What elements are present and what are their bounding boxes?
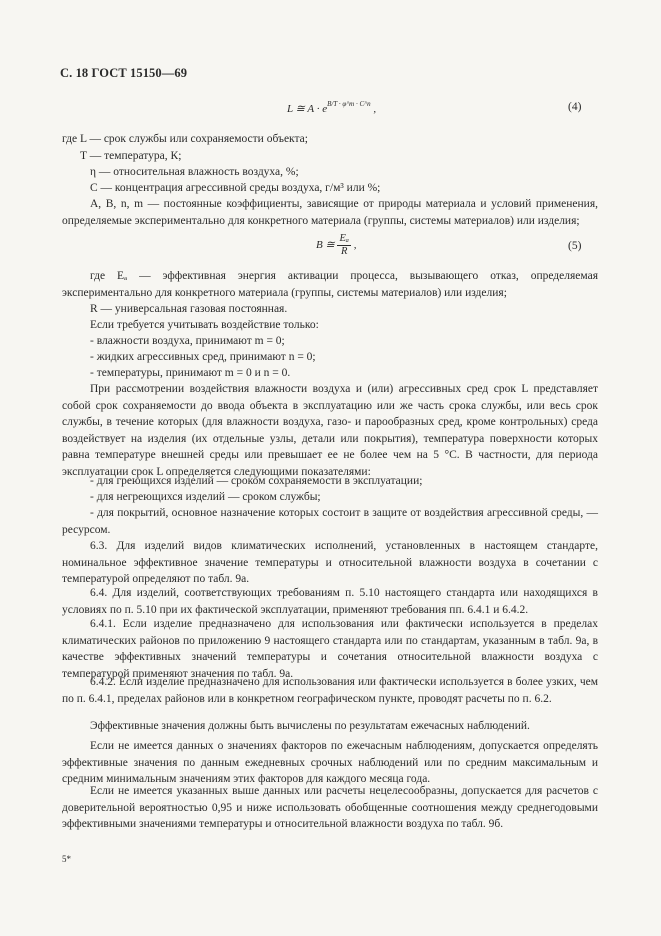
list-item-temperature: - температуры, принимают m = 0 и n = 0. xyxy=(90,367,291,379)
paragraph-6-4-2: 6.4.2. Если изделие предназначено для использования или фактически используется в более узких, чем по п. 6.4.1, пределах районов или в конкретном географическом пункте, проводят расчеты по п. 6.2. xyxy=(62,676,598,705)
list-item-heating: - для греющихся изделий — сроком сохраняемости в эксплуатации; xyxy=(90,475,423,487)
formula-5 xyxy=(316,233,356,258)
equation-number-5: (5) xyxy=(568,240,582,252)
if-only-text: Если требуется учитывать воздействие только: xyxy=(90,319,319,331)
formula-5-lhs: B ≅ xyxy=(316,239,335,252)
definition-ABnm: A, B, n, m — постоянные коэффициенты, зависящие от природы материала и условий применения, определяемые экспериментально для конкретного материала (группы, системы материалов) или изделия; xyxy=(62,198,598,227)
formula-4-tail: , xyxy=(370,103,377,115)
definition-T: T — температура, К; xyxy=(80,150,182,162)
formula-4-lhs: L ≅ A · e xyxy=(287,103,328,115)
list-item-liquid-media: - жидких агрессивных сред, принимают n = 0; xyxy=(90,351,316,363)
formula-5-numerator: Eₐ xyxy=(339,233,349,244)
definition-R: R — универсальная газовая постоянная. xyxy=(90,303,288,315)
list-item-humidity: - влажности воздуха, принимают m = 0; xyxy=(90,335,285,347)
formula-4 xyxy=(287,100,376,115)
paragraph-6-4: 6.4. Для изделий, соответствующих требованиям п. 5.10 настоящего стандарта или находящихся в условиях по п. 5.10 при их фактической эксплуатации, применяют требования пп. 6.4.1 и 6.4.2. xyxy=(62,587,598,616)
definition-C: C — концентрация агрессивной среды воздуха, г/м³ или %; xyxy=(90,182,381,194)
formula-5-fraction xyxy=(337,233,351,258)
where-L-definition: где L — срок службы или сохраняемости объекта; xyxy=(62,133,308,145)
paragraph-6-3: 6.3. Для изделий видов климатических исполнений, установленных в настоящем стандарте, номинальное эффективное значение температуры и относительной влажности воздуха в сочетании с температурой определяют по табл. 9а. xyxy=(62,540,598,585)
paragraph-no-data: Если не имеется данных о значениях факторов по ежечасным наблюдениям, допускается определять эффективные значения по данным ежедневных срочных наблюдений или по средним максимальным и средним минимальным значениям этих факторов для каждого месяца года. xyxy=(62,740,598,785)
page-footnote: 5* xyxy=(62,854,71,864)
formula-4-exponent: B/T · φ^m · C^n xyxy=(327,100,371,108)
list-item-non-heating: - для негреющихся изделий — сроком службы; xyxy=(90,491,321,503)
formula-5-denominator: R xyxy=(340,246,348,257)
paragraph-no-calc: Если не имеется указанных выше данных или расчеты нецелесообразны, допускается для расчетов с доверительной вероятностью 0,95 и ниже использовать обобщенные соотношения между среднегодовыми эффективными значениями температуры и относительной влажности воздуха по табл. 9б. xyxy=(62,785,598,830)
definition-eta: η — относительная влажность воздуха, %; xyxy=(90,166,299,178)
list-item-coatings: - для покрытий, основное назначение которых состоит в защите от воздействия агрессивной среды, — ресурсом. xyxy=(62,507,598,536)
page-header: С. 18 ГОСТ 15150—69 xyxy=(60,66,188,80)
formula-5-tail: , xyxy=(350,239,357,252)
paragraph-effective-values: Эффективные значения должны быть вычислены по результатам ежечасных наблюдений. xyxy=(90,720,530,732)
paragraph-6-4-1: 6.4.1. Если изделие предназначено для использования или фактически используется в пределах климатических районов по приложению 9 настоящего стандарта или по стандартам, указанным в табл. 9а, в качестве эффективных значений температуры и сочетания относительной влажности воздуха с температурой применяют значения по табл. 9а. xyxy=(62,618,598,680)
definition-E: где Eₐ — эффективная энергия активации процесса, вызывающего отказ, определяемая экспериментально для конкретного материала (группы, системы материалов) или изделия; xyxy=(62,270,598,299)
paragraph-consideration: При рассмотрении воздействия влажности воздуха и (или) агрессивных сред срок L представляет собой срок сохраняемости до ввода объекта в эксплуатацию или же часть срока службы, или весь срок службы, в течение которых (для влажности воздуха, газо- и парообразных сред, кроме контрольных) среда воздействует на изделия (их отдельные узлы, детали или покрытия), температура поверхности которых равна температуре внешней среды или превышает ее не более чем на 5 °С. В частности, для периода эксплуатации срок L определяется следующими показателями: xyxy=(62,383,598,478)
equation-number-4: (4) xyxy=(568,101,582,113)
